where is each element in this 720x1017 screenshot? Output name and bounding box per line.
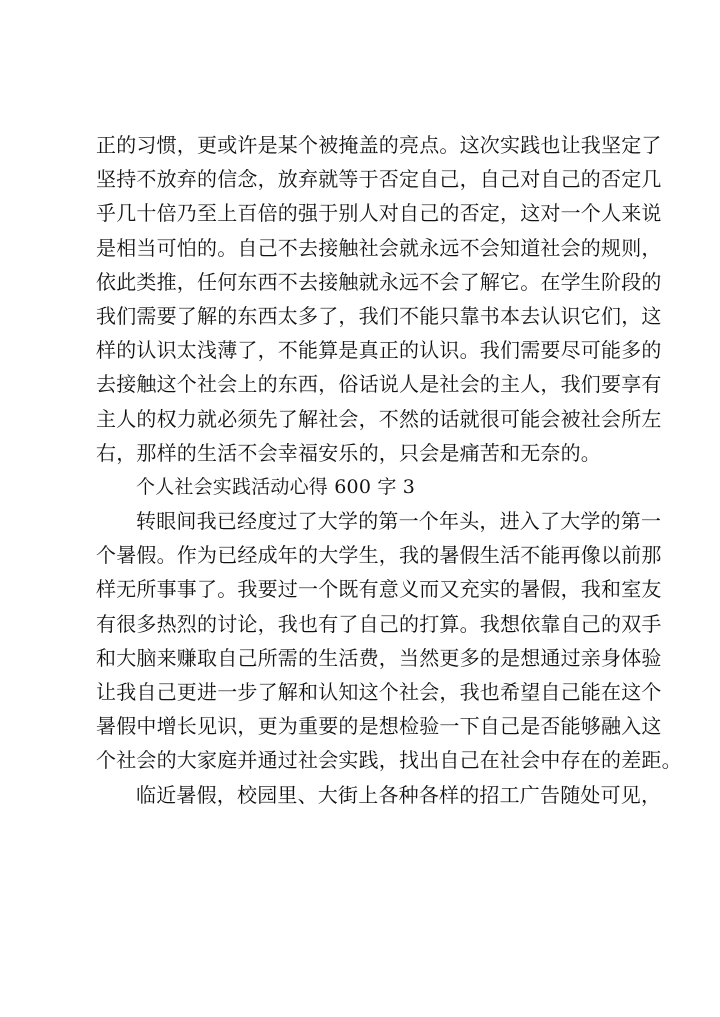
section-heading: 个人社会实践活动心得 600 字 3 xyxy=(136,475,416,498)
text-line: 坚持不放弃的信念，放弃就等于否定自己，自己对自己的否定几 xyxy=(96,167,662,192)
text-line: 是相当可怕的。自己不去接触社会就永远不会知道社会的规则， xyxy=(96,235,662,260)
text-line: 依此类推，任何东西不去接触就永远不会了解它。在学生阶段的 xyxy=(96,269,662,294)
paragraph-first-line: 转眼间我已经度过了大学的第一个年头，进入了大学的第一 xyxy=(136,509,662,534)
paragraph-first-line: 临近暑假，校园里、大街上各种各样的招工广告随处可见， xyxy=(136,782,662,807)
text-line: 正的习惯，更或许是某个被掩盖的亮点。这次实践也让我坚定了 xyxy=(96,133,662,157)
text-line: 让我自己更进一步了解和认知这个社会，我也希望自己能在这个 xyxy=(96,680,662,704)
text-line: 暑假中增长见识，更为重要的是想检验一下自己是否能够融入这 xyxy=(96,714,662,739)
text-line: 个暑假。作为已经成年的大学生，我的暑假生活不能再像以前那 xyxy=(96,543,662,568)
text-line: 和大脑来赚取自己所需的生活费，当然更多的是想通过亲身体验 xyxy=(96,645,662,670)
body-text xyxy=(96,128,682,812)
text-line: 主人的权力就必须先了解社会，不然的话就很可能会被社会所左 xyxy=(96,406,662,431)
text-line: 去接触这个社会上的东西，俗话说人是社会的主人，我们要享有 xyxy=(96,372,662,397)
text-line: 样的认识太浅薄了，不能算是真正的认识。我们需要尽可能多的 xyxy=(96,338,662,363)
text-line: 样无所事事了。我要过一个既有意义而又充实的暑假，我和室友 xyxy=(96,577,662,602)
text-line: 右，那样的生活不会幸福安乐的，只会是痛苦和无奈的。 xyxy=(96,440,601,465)
text-line: 我们需要了解的东西太多了，我们不能只靠书本去认识它们，这 xyxy=(96,303,662,328)
text-line: 有很多热烈的讨论，我也有了自己的打算。我想依靠自己的双手 xyxy=(96,611,662,636)
text-line: 乎几十倍乃至上百倍的强于别人对自己的否定，这对一个人来说 xyxy=(96,201,662,226)
text-line: 个社会的大家庭并通过社会实践，找出自己在社会中存在的差距。 xyxy=(96,748,682,773)
